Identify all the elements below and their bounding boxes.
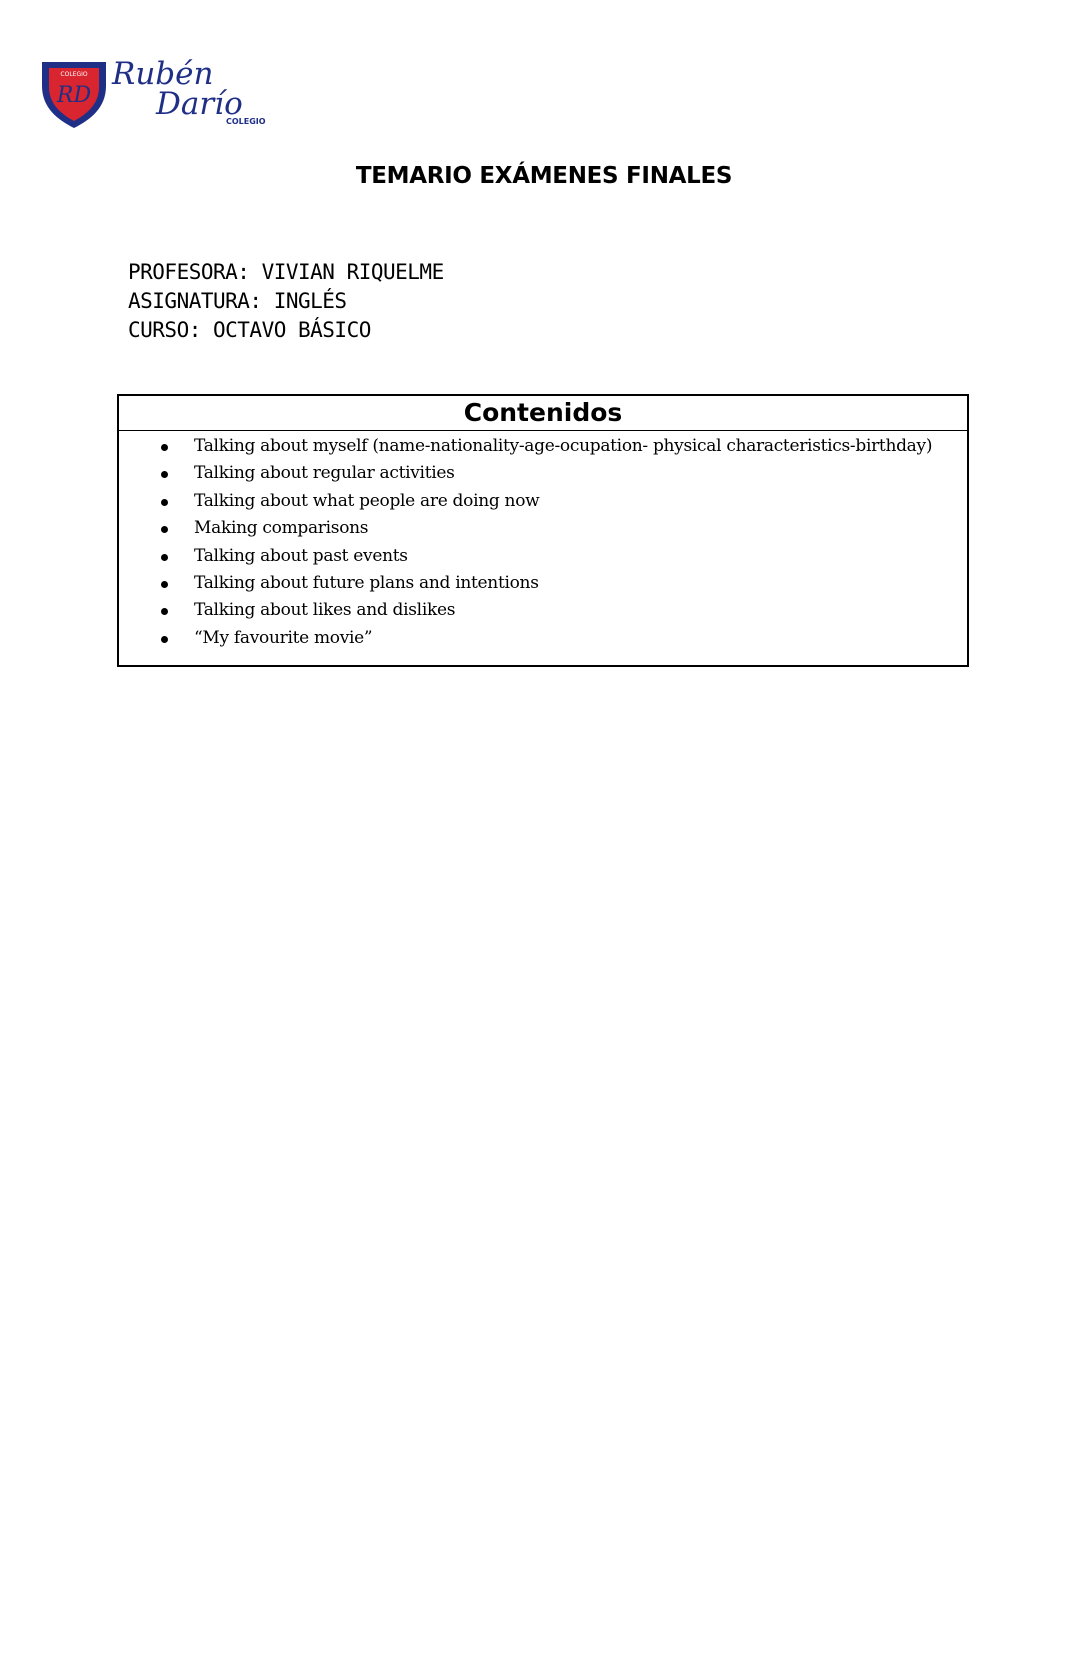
- list-item-text: Talking about what people are doing now: [194, 490, 540, 511]
- list-item: [119, 543, 967, 570]
- list-item: [119, 515, 967, 542]
- logo-subtitle: COLEGIO: [226, 117, 266, 126]
- bullet-icon: [161, 636, 168, 643]
- list-item: [119, 460, 967, 487]
- list-item: [119, 597, 967, 624]
- logo-ring-text: COLEGIO: [60, 71, 88, 78]
- list-item: [119, 625, 967, 652]
- contents-table: [117, 394, 969, 667]
- bullet-icon: [161, 608, 168, 615]
- teacher-line: PROFESORA: VIVIAN RIQUELME: [128, 260, 444, 284]
- logo-word-dario: Darío: [156, 86, 243, 122]
- document-title: TEMARIO EXÁMENES FINALES: [355, 163, 733, 189]
- school-logo: [40, 52, 280, 132]
- logo-monogram: RD: [56, 83, 92, 108]
- list-item: [119, 488, 967, 515]
- list-item: [119, 570, 967, 597]
- list-item-text: “My favourite movie”: [194, 627, 373, 648]
- contents-list: [119, 431, 967, 652]
- list-item-text: Talking about myself (name-nationality-age-ocupation- physical characteristics-birthday): [194, 436, 933, 456]
- subject-line: ASIGNATURA: INGLÉS: [128, 289, 347, 313]
- bullet-icon: [161, 444, 168, 451]
- info-block: [128, 258, 444, 345]
- bullet-icon: [161, 471, 168, 478]
- list-item-text: Talking about past events: [194, 545, 408, 566]
- bullet-icon: [161, 499, 168, 506]
- contents-heading: Contenidos: [119, 396, 967, 431]
- logo-word-ruben: Rubén: [112, 56, 214, 92]
- list-item-text: Talking about future plans and intentions: [194, 572, 539, 593]
- bullet-icon: [161, 581, 168, 588]
- course-line: CURSO: OCTAVO BÁSICO: [128, 318, 371, 342]
- list-item-text: Talking about regular activities: [194, 463, 455, 484]
- list-item-text: Talking about likes and dislikes: [194, 600, 456, 621]
- list-item: [119, 433, 967, 460]
- bullet-icon: [161, 554, 168, 561]
- bullet-icon: [161, 526, 168, 533]
- list-item-text: Making comparisons: [194, 518, 369, 539]
